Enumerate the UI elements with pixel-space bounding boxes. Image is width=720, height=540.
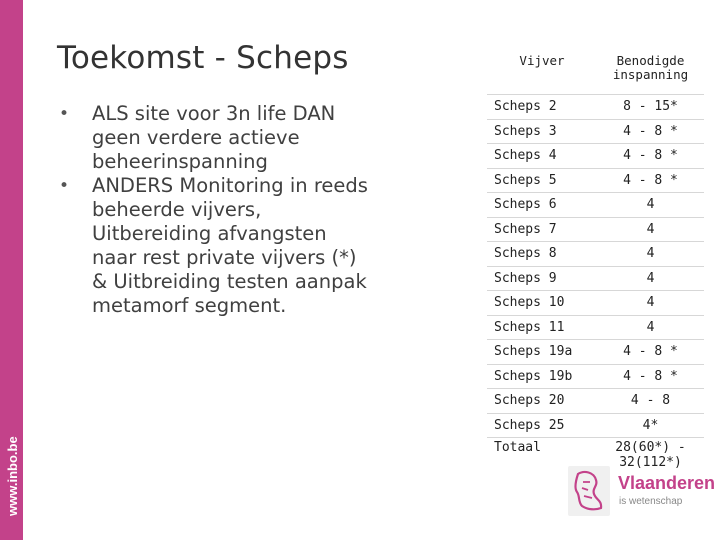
cell-inspanning: 4 — [597, 193, 704, 218]
table-row — [487, 340, 704, 365]
bullet-list — [57, 102, 377, 318]
cell-inspanning: 4 — [597, 242, 704, 267]
table-row — [487, 144, 704, 169]
table-row — [487, 291, 704, 316]
vlaanderen-logo — [568, 466, 716, 518]
table-row — [487, 242, 704, 267]
flemish-lion-icon — [568, 466, 610, 516]
cell-vijver: Scheps 19a — [487, 340, 597, 365]
cell-vijver: Scheps 3 — [487, 119, 597, 144]
cell-vijver: Scheps 9 — [487, 266, 597, 291]
cell-inspanning: 4 — [597, 217, 704, 242]
bullet-item — [57, 102, 377, 174]
table-row — [487, 168, 704, 193]
total-value: 28(60*) - 32(112*) — [615, 440, 686, 470]
total-label: Totaal — [494, 440, 541, 455]
cell-inspanning: 4 - 8 * — [597, 119, 704, 144]
cell-vijver: Scheps 20 — [487, 389, 597, 414]
logo-tagline: is wetenschap — [619, 496, 683, 507]
table-header-row — [487, 48, 704, 95]
table-body — [487, 95, 704, 475]
slide-title: Toekomst - Scheps — [57, 40, 349, 76]
cell-vijver: Scheps 8 — [487, 242, 597, 267]
cell-vijver: Scheps 10 — [487, 291, 597, 316]
table-row — [487, 217, 704, 242]
table-row — [487, 364, 704, 389]
sidebar-url[interactable]: www.inbo.be — [5, 436, 20, 516]
cell-vijver: Scheps 4 — [487, 144, 597, 169]
column-header-vijver: Vijver — [487, 48, 597, 95]
table-row — [487, 193, 704, 218]
cell-vijver: Scheps 19b — [487, 364, 597, 389]
column-header-inspanning: Benodigde inspanning — [597, 48, 704, 95]
table-row — [487, 315, 704, 340]
table-row — [487, 119, 704, 144]
table-row — [487, 266, 704, 291]
cell-inspanning: 4 - 8 * — [597, 144, 704, 169]
cell-vijver: Scheps 11 — [487, 315, 597, 340]
table-row — [487, 413, 704, 438]
table-row — [487, 389, 704, 414]
cell-inspanning: 4 - 8 * — [597, 340, 704, 365]
bullet-text: ALS site voor 3n life DAN geen verdere actieve beheerinspanning — [92, 102, 336, 173]
cell-inspanning: 4 - 8 * — [597, 364, 704, 389]
cell-inspanning: 4 - 8 * — [597, 168, 704, 193]
cell-vijver: Scheps 5 — [487, 168, 597, 193]
sidebar-bar — [0, 0, 23, 540]
cell-inspanning: 4 - 8 — [597, 389, 704, 414]
cell-inspanning: 4* — [597, 413, 704, 438]
cell-inspanning: 4 — [597, 315, 704, 340]
logo-name: Vlaanderen — [618, 473, 716, 493]
cell-inspanning: 4 — [597, 291, 704, 316]
bullet-dot: • — [58, 176, 70, 196]
bullet-item — [57, 174, 377, 318]
cell-vijver: Scheps 6 — [487, 193, 597, 218]
cell-inspanning: 4 — [597, 266, 704, 291]
bullet-text: ANDERS Monitoring in reeds beheerde vijvers, Uitbereiding afvangsten naar rest private vijvers (*) & Uitbreiding testen aanpak metamorf segment. — [92, 174, 368, 317]
cell-vijver: Scheps 2 — [487, 95, 597, 120]
cell-vijver: Scheps 25 — [487, 413, 597, 438]
inspanning-table — [487, 48, 704, 474]
table-row — [487, 95, 704, 120]
cell-vijver: Scheps 7 — [487, 217, 597, 242]
bullet-dot: • — [58, 104, 70, 124]
cell-inspanning: 8 - 15* — [597, 95, 704, 120]
